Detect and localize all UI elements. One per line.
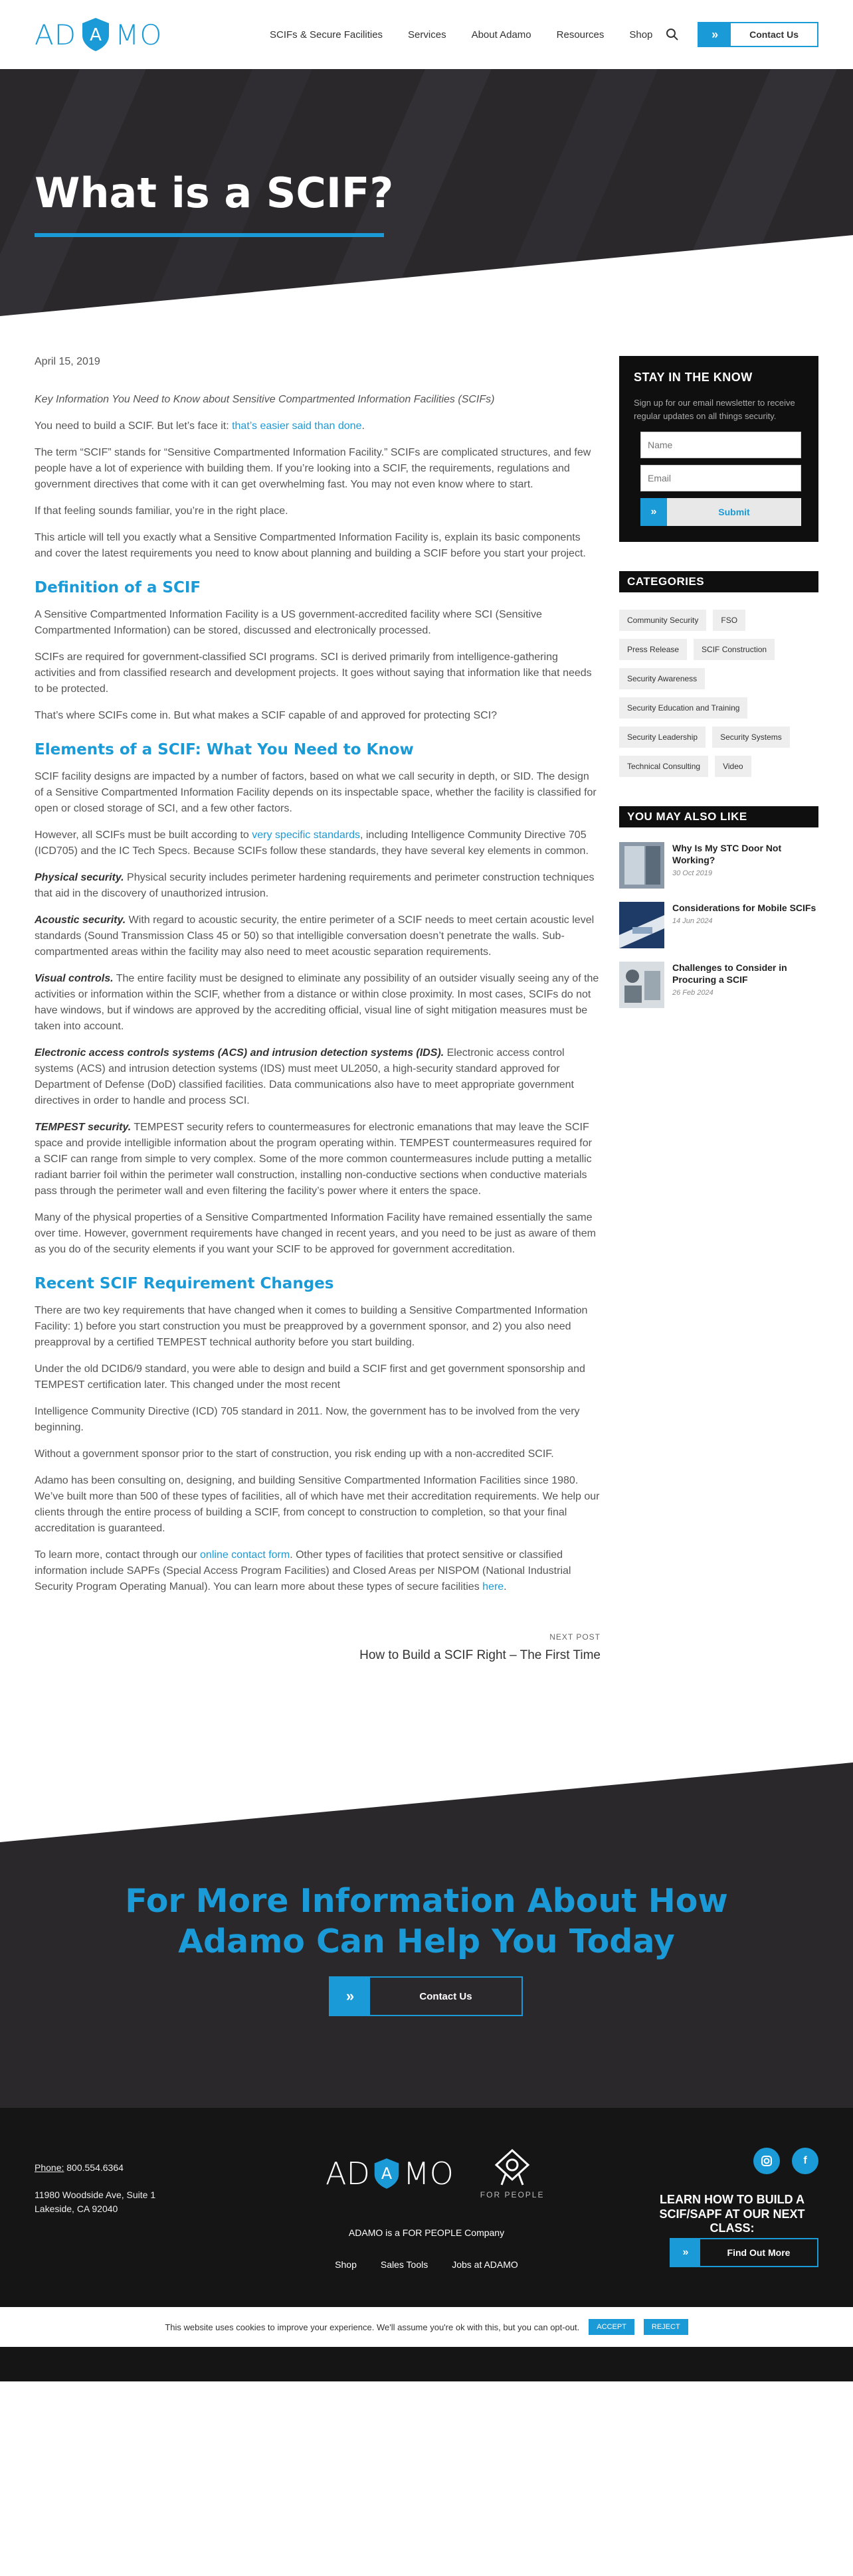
logo-text-left: AD bbox=[326, 2156, 370, 2191]
text: . bbox=[504, 1581, 507, 1592]
category-tag[interactable]: Security Education and Training bbox=[619, 697, 747, 719]
tempest-paragraph bbox=[35, 1120, 601, 1199]
cta-section bbox=[0, 1762, 853, 2108]
article-paragraph bbox=[35, 1547, 601, 1595]
phone-label: Phone: bbox=[35, 2162, 64, 2173]
article-paragraph: Adamo has been consulting on, designing, and building Sensitive Compartmented Information Facilities since 1980. We’ve built more than 500 of these types of facilities, all of which have met their accreditation requirements. We help our clients through the entire process of building a SCIF, from concept to construction to completion, so that your final accreditation is guaranteed. bbox=[35, 1475, 600, 1534]
category-tag[interactable]: Security Systems bbox=[712, 727, 790, 748]
related-post-title: Considerations for Mobile SCIFs bbox=[672, 902, 816, 913]
submit-label: Submit bbox=[667, 498, 801, 526]
footer-address: 11980 Woodside Ave, Suite 1 bbox=[35, 2190, 156, 2200]
text: The entire facility must be designed to eliminate any possibility of an outsider visually seeing any of the activities or information within the SCIF, whether from a distance or within close proximity. In most cases, SCIFs do not have windows, but if windows are approved by the accrediting official, visual line of sight mitigation measures must be taken into account. bbox=[35, 973, 599, 1032]
category-list bbox=[619, 610, 818, 777]
nav-item-services[interactable]: Services bbox=[408, 29, 446, 41]
sidebar bbox=[619, 356, 818, 1663]
next-post-title[interactable]: How to Build a SCIF Right – The First Time bbox=[359, 1648, 601, 1662]
svg-text:A: A bbox=[90, 25, 102, 45]
instagram-icon[interactable] bbox=[753, 2148, 780, 2174]
newsletter-text: Sign up for our email newsletter to receive regular updates on all things security. bbox=[634, 398, 795, 421]
related-title: YOU MAY ALSO LIKE bbox=[619, 806, 818, 827]
find-out-more-button[interactable] bbox=[670, 2238, 818, 2267]
double-chevron-right-icon: » bbox=[671, 2239, 700, 2266]
cta-title-line: Adamo Can Help You Today bbox=[178, 1923, 675, 1961]
footer-address: Lakeside, CA 92040 bbox=[35, 2203, 118, 2214]
article-paragraph: Many of the physical properties of a Sensitive Compartmented Information Facility have remained essentially the same over time. However, government requirements have changed in recent years, and you need to be just as aware of them as you do of the security elements if you want your SCIF to be approved for government accreditation. bbox=[35, 1212, 596, 1255]
contact-us-label: Contact Us bbox=[749, 29, 799, 40]
related-posts bbox=[619, 842, 818, 1008]
related-post[interactable] bbox=[619, 902, 818, 948]
main-nav bbox=[270, 29, 652, 41]
related-post-date: 14 Jun 2024 bbox=[672, 917, 713, 926]
article-paragraph bbox=[35, 418, 601, 434]
category-tag[interactable]: Technical Consulting bbox=[619, 756, 708, 777]
heading-definition: Definition of a SCIF bbox=[35, 579, 201, 596]
article-intro: Key Information You Need to Know about Sensitive Compartmented Information Facilities (SCIFs) bbox=[35, 394, 495, 405]
next-post-label: NEXT POST bbox=[549, 1632, 601, 1642]
text: You need to build a SCIF. But let’s face it: bbox=[35, 420, 233, 432]
text: Physical security includes perimeter hardening requirements and perimeter construction techniques that aid in the discovery of unauthorized intrusion. bbox=[35, 872, 595, 899]
text: TEMPEST security refers to countermeasures for electronic emanations that may leave the SCIF space and provide intelligible information about the program operating within. TEMPEST countermeasures required for a SCIF can range from simple to very complex. Some of the more common countermeasures include putting a metallic radiant barrier foil within the perimeter wall construction, installing non-conductive sections when conductive materials pass through the perimeter wall and even filtering the facility’s power where it enters the space. bbox=[35, 1122, 592, 1197]
term-label: Acoustic security. bbox=[35, 914, 126, 926]
article-paragraph: SCIFs are required for government-classified SCI programs. SCI is derived primarily from intelligence-gathering activities and from classified research and development projects. It goes without saying that information like that needs to be protected. bbox=[35, 651, 592, 695]
article-body bbox=[35, 356, 601, 1663]
article-paragraph: If that feeling sounds familiar, you’re in the right place. bbox=[35, 505, 288, 517]
footer-adamo-logo[interactable] bbox=[326, 2156, 454, 2191]
cta-title bbox=[0, 1881, 853, 1962]
post-thumbnail bbox=[619, 962, 664, 1008]
cta-contact-button[interactable] bbox=[329, 1976, 523, 2016]
article-paragraph: SCIF facility designs are impacted by a number of factors, based on what we call security in depth, or SID. The design of a Sensitive Compartmented Information Facility depends on its inspectable space, whether the facility is classified for open or closed storage of SCI, and a few other factors. bbox=[35, 771, 597, 814]
article-paragraph: There are two key requirements that have changed when it comes to building a Sensitive Compartmented Information Facility: 1) before you start construction you must be preapproved by a government sponsor, and 2) you also need preapproval by a certified TEMPEST technical authority before you start building. bbox=[35, 1305, 588, 1348]
article-paragraph: That’s where SCIFs come in. But what makes a SCIF capable of and approved for protecting SCI? bbox=[35, 710, 498, 721]
page-title: What is a SCIF? bbox=[35, 169, 394, 217]
term-label: Physical security. bbox=[35, 872, 124, 883]
newsletter-box bbox=[619, 356, 818, 542]
related-post-date: 30 Oct 2019 bbox=[672, 869, 712, 878]
footer-link-sales-tools[interactable]: Sales Tools bbox=[380, 2259, 428, 2270]
contact-us-button[interactable] bbox=[698, 22, 818, 47]
easier-said-link[interactable]: that’s easier said than done bbox=[232, 420, 362, 432]
article-paragraph: This article will tell you exactly what a Sensitive Compartmented Information Facility is, explain its basic components and cover the latest requirements you need to know about planning and building a SCIF before you start your project. bbox=[35, 532, 586, 559]
newsletter-title: STAY IN THE KNOW bbox=[634, 371, 753, 384]
text: With regard to acoustic security, the entire perimeter of a SCIF needs to meet certain acoustic level standards (Sound Transmission Class 45 or 50) so that intelligible conversation doesn’t penetrate the walls. Sub-compartmented areas within the facility may also need to meet acoustic separation requirements. bbox=[35, 914, 595, 958]
cta-title-line: For More Information About How bbox=[125, 1882, 728, 1920]
find-out-more-label: Find Out More bbox=[727, 2247, 791, 2258]
shield-icon bbox=[373, 2157, 401, 2190]
footer-link-shop[interactable]: Shop bbox=[335, 2259, 357, 2270]
site-footer bbox=[0, 2108, 853, 2307]
logo-text-right: MO bbox=[403, 2156, 454, 2191]
related-post-date: 26 Feb 2024 bbox=[672, 989, 713, 997]
cta-button-label: Contact Us bbox=[419, 1990, 472, 2002]
hero-diagonal-edge bbox=[0, 69, 853, 316]
text: . Other types of facilities that protect sensitive or classified information include SAPFs (Special Access Program Facilities) and Closed Areas per NISPOM (National Industrial Security Program Operating Manual). You can learn more about these types of secure facilities bbox=[35, 1549, 571, 1592]
class-promo-title: LEARN HOW TO BUILD A SCIF/SAPF AT OUR NEXT CLASS: bbox=[659, 2193, 805, 2235]
category-tag[interactable]: SCIF Construction bbox=[694, 639, 775, 660]
double-chevron-right-icon: » bbox=[640, 498, 667, 526]
name-field[interactable] bbox=[640, 432, 801, 458]
contact-form-link[interactable]: online contact form bbox=[200, 1549, 290, 1561]
footer-contact bbox=[35, 2161, 155, 2216]
category-tag[interactable]: Press Release bbox=[619, 639, 687, 660]
related-post[interactable] bbox=[619, 842, 818, 889]
for-people-emblem-icon bbox=[492, 2148, 532, 2188]
text: , including Intelligence Community Directive 705 (ICD705) and the IC Tech Specs. Because SCIFs follow these standards, they have several key elements in common. bbox=[35, 829, 589, 857]
svg-text:A: A bbox=[381, 2164, 393, 2184]
heading-recent-changes: Recent SCIF Requirement Changes bbox=[35, 1275, 334, 1292]
related-post[interactable] bbox=[619, 962, 818, 1008]
category-tag[interactable]: FSO bbox=[713, 610, 745, 631]
term-label: Visual controls. bbox=[35, 973, 114, 984]
article-paragraph: A Sensitive Compartmented Information Facility is a US government-accredited facility where SCI (Sensitive Compartmented Information) can be stored, discussed and electronically processed. bbox=[35, 609, 542, 636]
phone-number: 800.554.6364 bbox=[64, 2162, 124, 2173]
text: Electronic access control systems (ACS) and intrusion detection systems (IDS) must meet UL2050, a high-security standard approved for Department of Defense (DoD) classified facilities. Data communications also have to meet appropriate government directives in order to handle and process SCI. bbox=[35, 1047, 574, 1106]
article-paragraph: The term “SCIF” stands for “Sensitive Compartmented Information Facility.” SCIFs are complicated structures, and few people have a lot of experience with building them. If you’re looking into a SCIF, the requirements, regulations and government directives that come with it can get overwhelming fast. You may not even know where to start. bbox=[35, 447, 591, 490]
nav-item-shop[interactable]: Shop bbox=[629, 29, 653, 41]
here-link[interactable]: here bbox=[482, 1581, 504, 1592]
nav-item-resources[interactable]: Resources bbox=[556, 29, 605, 41]
search-icon[interactable] bbox=[666, 28, 679, 41]
cookie-banner bbox=[0, 2307, 853, 2347]
text: . bbox=[361, 420, 365, 432]
category-tag[interactable]: Security Leadership bbox=[619, 727, 706, 748]
cta-diagonal-edge bbox=[0, 1762, 853, 1855]
categories-title: CATEGORIES bbox=[619, 571, 818, 592]
term-label: Electronic access controls systems (ACS) and intrusion detection systems (IDS). bbox=[35, 1047, 444, 1059]
logo-text-left: AD bbox=[35, 18, 77, 51]
next-post-nav[interactable] bbox=[35, 1632, 601, 1663]
accept-cookies-button[interactable]: ACCEPT bbox=[589, 2319, 634, 2335]
post-date: April 15, 2019 bbox=[35, 356, 100, 367]
nav-item-about[interactable]: About Adamo bbox=[471, 29, 531, 41]
related-post-title: Why Is My STC Door Not Working? bbox=[672, 843, 782, 866]
heading-elements: Elements of a SCIF: What You Need to Know bbox=[35, 741, 414, 758]
footer-bottom-bar bbox=[0, 2347, 853, 2381]
cookie-text: This website uses cookies to improve your experience. We'll assume you're ok with this, but you can opt-out. bbox=[165, 2322, 580, 2332]
article-paragraph: Intelligence Community Directive (ICD) 705 standard in 2011. Now, the government has to be involved from the very beginning. bbox=[35, 1406, 580, 1433]
text: However, all SCIFs must be built according to bbox=[35, 829, 252, 841]
submit-button[interactable] bbox=[640, 498, 801, 526]
category-tag[interactable]: Security Awareness bbox=[619, 668, 705, 689]
article-paragraph: Without a government sponsor prior to the start of construction, you risk ending up with a non-accredited SCIF. bbox=[35, 1448, 554, 1460]
email-field[interactable] bbox=[640, 465, 801, 491]
social-links bbox=[753, 2148, 818, 2174]
double-chevron-right-icon: » bbox=[699, 23, 731, 46]
article-paragraph: Under the old DCID6/9 standard, you were able to design and build a SCIF first and get government sponsorship and TEMPEST certification later. This changed under the most recent bbox=[35, 1363, 585, 1391]
site-header bbox=[0, 0, 853, 69]
category-tag[interactable]: Video bbox=[715, 756, 751, 777]
adamo-logo[interactable] bbox=[35, 17, 234, 52]
for-people-text: FOR PEOPLE bbox=[480, 2190, 545, 2199]
visual-controls-paragraph bbox=[35, 971, 601, 1035]
logo-text-right: MO bbox=[115, 18, 163, 51]
access-control-paragraph bbox=[35, 1045, 601, 1109]
nav-item-scifs[interactable]: SCIFs & Secure Facilities bbox=[270, 29, 383, 41]
text: To learn more, contact through our bbox=[35, 1549, 201, 1561]
reject-cookies-button[interactable]: REJECT bbox=[644, 2319, 688, 2335]
article-paragraph bbox=[35, 827, 601, 859]
category-tag[interactable]: Community Security bbox=[619, 610, 706, 631]
term-label: TEMPEST security. bbox=[35, 1122, 132, 1133]
post-thumbnail bbox=[619, 842, 664, 889]
standards-link[interactable]: very specific standards bbox=[252, 829, 360, 841]
hero-banner bbox=[0, 69, 853, 316]
facebook-icon[interactable]: f bbox=[792, 2148, 818, 2174]
footer-phone[interactable] bbox=[35, 2161, 155, 2175]
post-thumbnail bbox=[619, 902, 664, 948]
for-people-logo[interactable] bbox=[480, 2148, 545, 2199]
footer-link-jobs[interactable]: Jobs at ADAMO bbox=[452, 2259, 518, 2270]
footer-company-line: ADAMO is a FOR PEOPLE Company bbox=[348, 2227, 505, 2238]
double-chevron-right-icon: » bbox=[330, 1978, 370, 2015]
footer-logos bbox=[326, 2148, 544, 2199]
acoustic-security-paragraph bbox=[35, 912, 601, 960]
shield-icon bbox=[80, 17, 111, 52]
related-post-title: Challenges to Consider in Procuring a SCIF bbox=[672, 962, 787, 986]
physical-security-paragraph bbox=[35, 870, 601, 902]
